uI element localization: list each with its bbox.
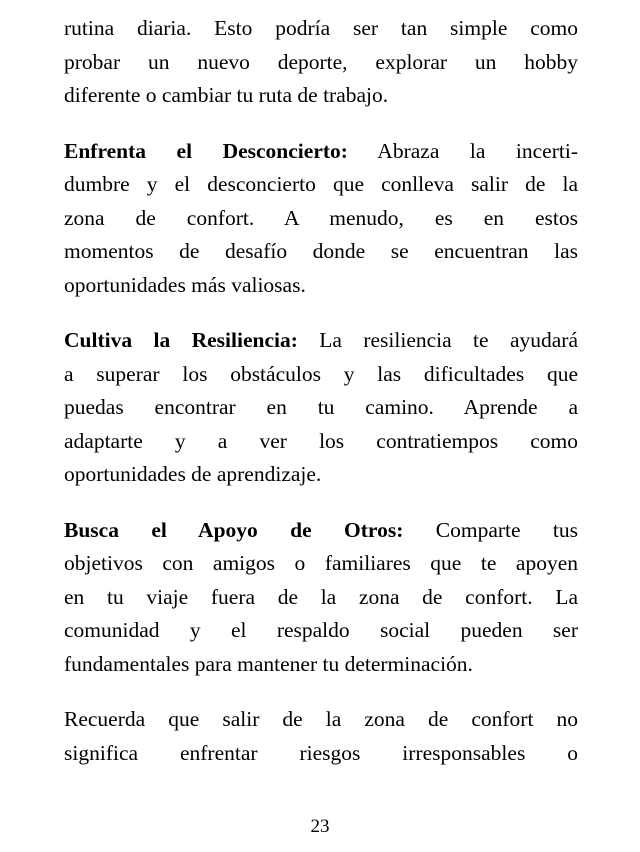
text-line: rutina diaria. Esto podría ser tan simple como [64,16,578,40]
paragraph-busca-el-apoyo-de-otros [64,514,578,682]
text-fragment: Abraza la incerti- [377,138,578,163]
paragraph-lead-label: Cultiva la Resiliencia: [64,328,298,352]
paragraph-lead-label: Enfrenta el Desconcierto: [64,138,348,163]
text-line: adaptarte y a ver los contratiempos como [64,428,578,453]
text-line-with-lead [64,514,578,548]
paragraph-enfrenta-el-desconcierto [64,135,578,303]
text-line: diferente o cambiar tu ruta de trabajo. [64,83,389,107]
text-line: en tu viaje fuera de la zona de confort. La [64,584,578,609]
text-fragment: La resiliencia te ayudará [319,328,578,352]
text-line: momentos de desafío donde se encuentran las [64,239,578,263]
text-line: probar un nuevo deporte, explorar un hobby [64,49,578,74]
text-line: Recuerda que salir de la zona de confort no [64,707,578,731]
text-line-with-lead [64,135,578,169]
text-line: objetivos con amigos o familiares que te apoyen [64,551,578,575]
text-line: oportunidades más valiosas. [64,272,306,297]
paragraph-lead-label: Busca el Apoyo de Otros: [64,517,404,542]
text-line: zona de confort. A menudo, es en estos [64,205,578,230]
text-line: dumbre y el desconcierto que conlleva salir de la [64,172,578,196]
paragraph-recuerda [64,703,578,770]
paragraph-continuation [64,12,578,113]
text-line: a superar los obstáculos y las dificultades que [64,361,578,386]
text-line: significa enfrentar riesgos irresponsables o [64,740,578,765]
text-line-with-lead [64,324,578,358]
text-fragment: Comparte tus [435,517,579,542]
text-line: puedas encontrar en tu camino. Aprende a [64,395,578,419]
text-line: oportunidades de aprendizaje. [64,462,322,486]
page-number: 23 [310,816,330,837]
text-line: fundamentales para mantener tu determinación. [64,651,473,676]
text-line: comunidad y el respaldo social pueden ser [64,618,578,642]
paragraph-cultiva-la-resiliencia [64,324,578,492]
